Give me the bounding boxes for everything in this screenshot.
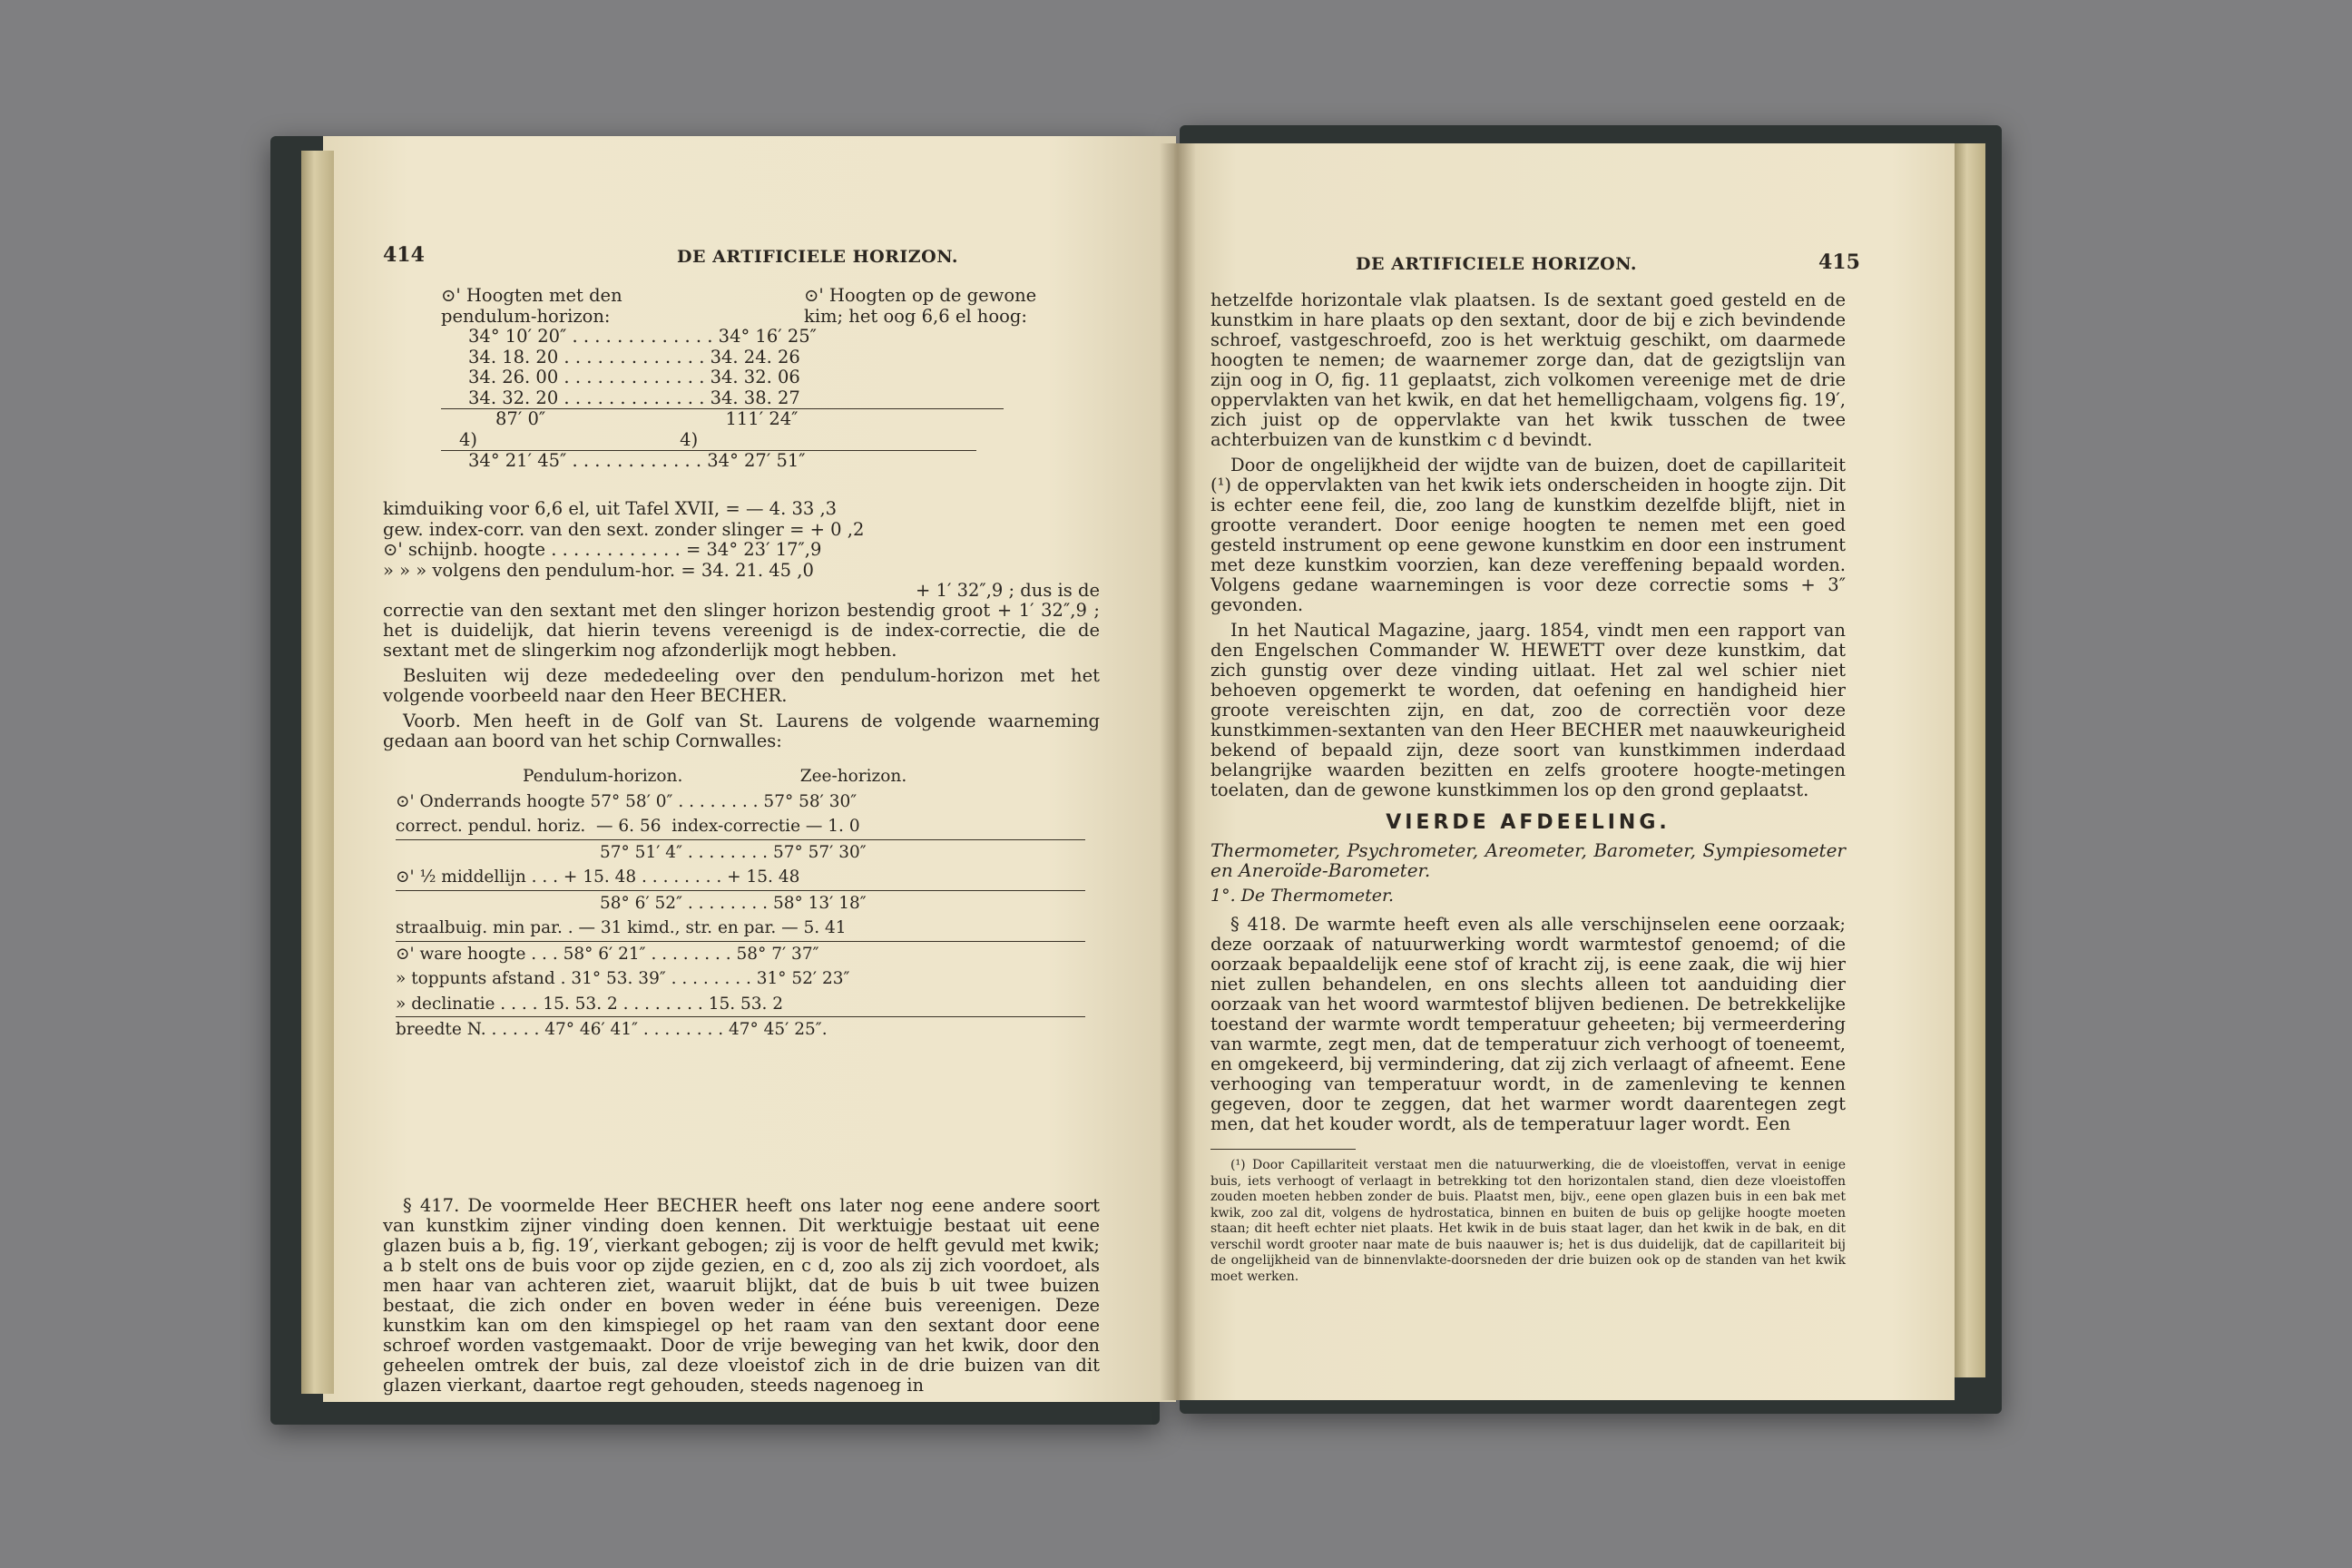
section-title: VIERDE AFDEELING. xyxy=(1386,811,1671,834)
table-row: 87′ 0″ 111′ 24″ xyxy=(441,408,1004,430)
left-page xyxy=(323,136,1176,1402)
table-row: 34. 18. 20 . . . . . . . . . . . . . 34. 24. 26 xyxy=(468,346,800,368)
paragraph: hetzelfde horizontale vlak plaatsen. Is de sextant goed gesteld en de kunstkim in hare plaats op den sextant, door de bij e zich bevindende schroef, vastgeschroefd, zoo is het werktuig geschikt, om daarmede hoogten te nemen; de waarnemer zorge dan, dat de gezigtslijn van zijn oog in O, fig. 11 geplaatst, zich volkomen vereenige met de drie oppervlakten van het kwik, en dat het hemelligchaam, volgens fig. 19′, zich juist op de oppervlakte van het kwik tusschen de twee achterbuizen van de kunstkim c d bevindt. xyxy=(1210,289,1846,450)
left-text-block-1 xyxy=(383,601,1100,757)
page-number-right: 415 xyxy=(1818,250,1860,274)
page-edges-left xyxy=(301,151,334,1394)
table-row: gew. index-corr. van den sext. zonder slinger = + 0 ,2 xyxy=(383,518,865,540)
subsection-title: 1°. De Thermometer. xyxy=(1210,886,1395,906)
left-text-block-2 xyxy=(383,1196,1100,1401)
table-row: breedte N. . . . . . 47° 46′ 41″ . . . . . . . . 47° 45′ 25″. xyxy=(396,1016,1085,1043)
table-row: 58° 6′ 52″ . . . . . . . . 58° 13′ 18″ xyxy=(396,890,1085,916)
footnote xyxy=(1210,1158,1846,1285)
section-subtitle: Thermometer, Psychrometer, Areometer, Barometer, Sympiesometer en Aneroïde-Barometer. xyxy=(1210,839,1846,881)
table-row: ⊙' ware hoogte . . . 58° 6′ 21″ . . . . . . . . 58° 7′ 37″ xyxy=(396,941,1085,967)
table-row: » » » volgens den pendulum-hor. = 34. 21. 45 ,0 xyxy=(383,559,814,581)
running-header-left: DE ARTIFICIELE HORIZON. xyxy=(677,247,958,267)
observation-table-1 xyxy=(441,286,1076,472)
observation-table-2 xyxy=(396,764,1085,1043)
paragraph: Voorb. Men heeft in de Golf van St. Laurens de volgende waarneming gedaan aan boord van het schip Cornwalles: xyxy=(383,710,1100,751)
table-row: straalbuig. min par. . — 31 kimd., str. en par. — 5. 41 xyxy=(396,918,847,937)
table-row: ⊙' schijnb. hoogte . . . . . . . . . . . . = 34° 23′ 17″,9 xyxy=(383,539,822,560)
footnote-rule xyxy=(1210,1149,1356,1150)
table1-head-right: ⊙' Hoogten op de gewone kim; het oog 6,6 el hoog: xyxy=(804,285,1037,327)
book-gutter xyxy=(1160,143,1196,1400)
paragraph: § 418. De warmte heeft even als alle verschijnselen eene oorzaak; deze oorzaak of natuurwerking wordt warmtestof genoemd; of die oorzaak bepaaldelijk eene stof of kracht zij, is eene zaak, die wij hier niet zullen behandelen, en ons slechts alleen tot aanduiding dier oorzaak van het woord warmtestof blijven bedienen. De betrekkelijke toestand der warmte wordt temperatuur geheeten; bij vermeerdering van warmte, zegt men, dat de temperatuur zich verhoogt of toeneemt, en omgekeerd, bij vermindering, dat zij zich verlaagt of afneemt. Eene verhooging van temperatuur wordt, in de zamenleving te kennen gegeven, door te zeggen, dat het warmer wordt daarentegen zegt men, dat het kouder wordt, als de temperatuur lager wordt. Een xyxy=(1210,914,1847,1134)
table-row: ⊙' ½ middellijn . . . + 15. 48 . . . . . . . . + 15. 48 xyxy=(396,867,800,887)
table-row: correct. pendul. horiz. — 6. 56 index-correctie — 1. 0 xyxy=(396,817,860,836)
right-page xyxy=(1174,143,1955,1400)
footnote-text: (¹) Door Capillariteit verstaat men die natuurwerking, die de vloeistoffen, vervat in eenige buis, iets verhoogt of verlaagt in betrekking tot den horizontalen stand, dien deze vloeistoffen zouden moeten hebben zonder de buis. Plaatst men, bijv., eene open glazen buis in een bak met kwik, zoo zal dit, volgens de hydrostatica, binnen en buiten de buis op gelijke hoogte moeten staan; dit heeft echter niet plaats. Het kwik in de buis staat lager, dan het kwik in de bak, en dit verschil wordt grooter naar mate de buis naauwer is; het is dus duidelijk, dat de capillariteit bij de ongelijkheid van de binnenvlakte-doorsneden der drie buizen ook op de standen van het kwik moet werken. xyxy=(1210,1158,1846,1284)
table-row: 34° 10′ 20″ . . . . . . . . . . . . . 34° 16′ 25″ xyxy=(468,326,817,347)
table-row: kimduiking voor 6,6 el, uit Tafel XVII, = — 4. 33 ,3 xyxy=(383,498,838,519)
table-row: 34° 21′ 45″ . . . . . . . . . . . . 34° 27′ 51″ xyxy=(441,450,976,472)
page-edges-right xyxy=(1955,143,1985,1377)
paragraph: Door de ongelijkheid der wijdte van de buizen, doet de capillariteit (¹) de oppervlakten van het kwik iets onderscheiden in hoogte zijn. Dit is echter eene feil, die, zoo lang de kunstkim dezelfde blijft, niet in grootte verandert. Door eenige hoogten te nemen met een goed gesteld instrument op eene gewone kunstkim en door een instrument met deze kunstkim voorzien, kan deze vereffening bepaald worden. Volgens gedane waarnemingen is voor deze correctie soms + 3″ gevonden. xyxy=(1210,455,1846,615)
open-book xyxy=(263,125,2004,1426)
paragraph: In het Nautical Magazine, jaarg. 1854, vindt men een rapport van den Engelschen Commander W. HEWETT over deze kunstkim, dat zich gunstig over deze vinding uitlaat. Het zal wel schier niet behoeven opgemerkt te worden, dat oefening en handigheid hier groote vereischten zijn, en dat, zoo de correctiën voor deze kunstkimmen-sextanten van den Heer BECHER met naauwkeurigheid bekend of bepaald zijn, deze soort van kunstkimmen inderdaad belangrijke waarden bezitten en zelfs grootere hoogte-metingen toelaten, dan de gewone kunstkimmen los op den grond geplaatst. xyxy=(1210,620,1846,800)
table-row: » declinatie . . . . 15. 53. 2 . . . . . . . . 15. 53. 2 xyxy=(396,994,784,1014)
table-row: + 1′ 32″,9 ; dus is de xyxy=(916,580,1100,601)
table-row: 34. 32. 20 . . . . . . . . . . . . . 34. 38. 27 xyxy=(468,387,800,408)
page-number-left: 414 xyxy=(383,243,425,267)
table1-head-left: ⊙' Hoogten met den pendulum-horizon: xyxy=(441,285,622,327)
table-row: 4) 4) xyxy=(459,428,699,450)
table-row: 57° 51′ 4″ . . . . . . . . 57° 57′ 30″ xyxy=(396,839,1085,866)
paragraph: § 417. De voormelde Heer BECHER heeft ons later nog eene andere soort van kunstkim zijner vinding doen kennen. Dit werktuigje bestaat uit eene glazen buis a b, fig. 19′, vierkant gebogen; zij is voor de helft gevuld met kwik; a b stelt ons de buis voor op zijde gezien, en c d, zoo als zij zich voordoet, als men haar van achteren ziet, waaruit blijkt, dat de buis b uit twee buizen bestaat, die zich onder en boven weder in ééne buis vereenigen. Deze kunstkim kan om den kimspiegel op het raam van den sextant door eene schroef worden vastgemaakt. Door de vrije beweging van het kwik, door den geheelen omtrek der buis, zal deze vloeistof zich in de drie buizen van dit glazen vierkant, daartoe regt gehouden, steeds nagenoeg in xyxy=(383,1195,1100,1396)
correction-calc xyxy=(383,499,1100,602)
table-row: 34. 26. 00 . . . . . . . . . . . . . 34. 32. 06 xyxy=(468,367,800,387)
paragraph: Besluiten wij deze mededeeling over den pendulum-horizon met het volgende voorbeeld naar den Heer BECHER. xyxy=(383,665,1100,706)
table2-head: Pendulum-horizon. Zee-horizon. xyxy=(523,767,907,786)
right-text-block xyxy=(1210,290,1846,1140)
running-header-right: DE ARTIFICIELE HORIZON. xyxy=(1356,254,1637,274)
paragraph: correctie van den sextant met den slinger horizon bestendig groot + 1′ 32″,9 ; het is duidelijk, dat hierin tevens vereenigd is de index-correctie, die de sextant met de slingerkim nog afzonderlijk mogt hebben. xyxy=(383,600,1100,661)
table-row: » toppunts afstand . 31° 53. 39″ . . . . . . . . 31° 52′ 23″ xyxy=(396,969,850,988)
table-row: ⊙' Onderrands hoogte 57° 58′ 0″ . . . . . . . . 57° 58′ 30″ xyxy=(396,791,858,811)
